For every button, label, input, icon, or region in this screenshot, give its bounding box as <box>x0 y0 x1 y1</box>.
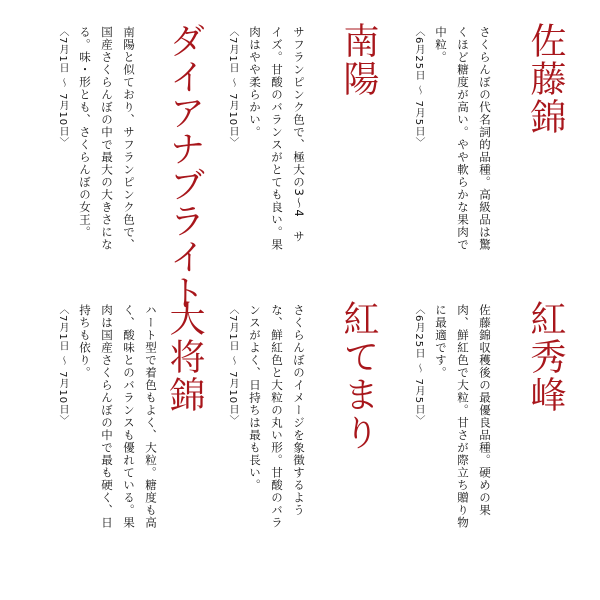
variety-desc-line: サフランピンク色で、極大の3〜4 サ <box>292 26 306 243</box>
variety-title-taisho-nishiki: 大将錦 <box>164 300 205 414</box>
variety-desc-line: 南陽と似ており、サフランピンク色で、 <box>122 26 136 251</box>
harvest-period: 〈7月1日 〜 7月10日〉 <box>57 304 68 427</box>
variety-desc-line: ンスがよく、日持ちは最も長い。 <box>248 304 262 492</box>
variety-desc-line: くほど糖度が高い。やや軟らかな果肉で <box>456 26 470 251</box>
variety-desc-line: 佐藤錦収穫後の最優良品種。硬めの果 <box>478 304 492 517</box>
harvest-period: 〈7月1日 〜 7月10日〉 <box>227 304 238 427</box>
variety-title-sato-nishiki: 佐藤錦 <box>525 22 566 136</box>
variety-desc-line: 肉、鮮紅色で大粒。甘さが際立ち贈り物 <box>456 304 470 529</box>
harvest-period: 〈7月1日 〜 7月10日〉 <box>227 26 238 149</box>
variety-desc-line: ハート型で着色もよく、大粒。糖度も高 <box>144 304 158 529</box>
variety-desc-line: イズ。甘酸のバランスがとても良い。果 <box>270 26 284 251</box>
variety-desc-line: 肉はやや柔らかい。 <box>248 26 262 139</box>
variety-desc-line: 持ちも依り。 <box>78 304 92 379</box>
harvest-period: 〈7月1日 〜 7月10日〉 <box>57 26 68 149</box>
harvest-period: 〈6月25日 〜 7月5日〉 <box>413 26 424 149</box>
variety-desc-line: さくらんぼのイメージを象徴するよう <box>292 304 306 517</box>
variety-desc-line: る。味・形とも、さくらんぼの女王。 <box>78 26 92 239</box>
variety-desc-line: く、酸味とのバランスも優れている。果 <box>122 304 136 529</box>
variety-desc-line: 肉は国産さくらんぼの中で最も硬く、日 <box>100 304 114 529</box>
variety-title-beni-shuho: 紅秀峰 <box>525 300 566 414</box>
harvest-period: 〈6月25日 〜 7月5日〉 <box>413 304 424 427</box>
variety-title-diana-bright: ダイアナブライト <box>164 22 205 310</box>
variety-desc-line: 国産さくらんぼの中で最大の大きさにな <box>100 26 114 251</box>
variety-desc-line: 中粒。 <box>434 26 448 64</box>
variety-title-nanyo: 南陽 <box>338 22 379 98</box>
variety-title-beni-temari: 紅てまり <box>338 300 379 452</box>
variety-desc-line: さくらんぼの代名詞的品種。高級品は驚 <box>478 26 492 251</box>
variety-desc-line: に最適です。 <box>434 304 448 379</box>
variety-desc-line: な、鮮紅色と大粒の丸い形。甘酸のバラ <box>270 304 284 529</box>
